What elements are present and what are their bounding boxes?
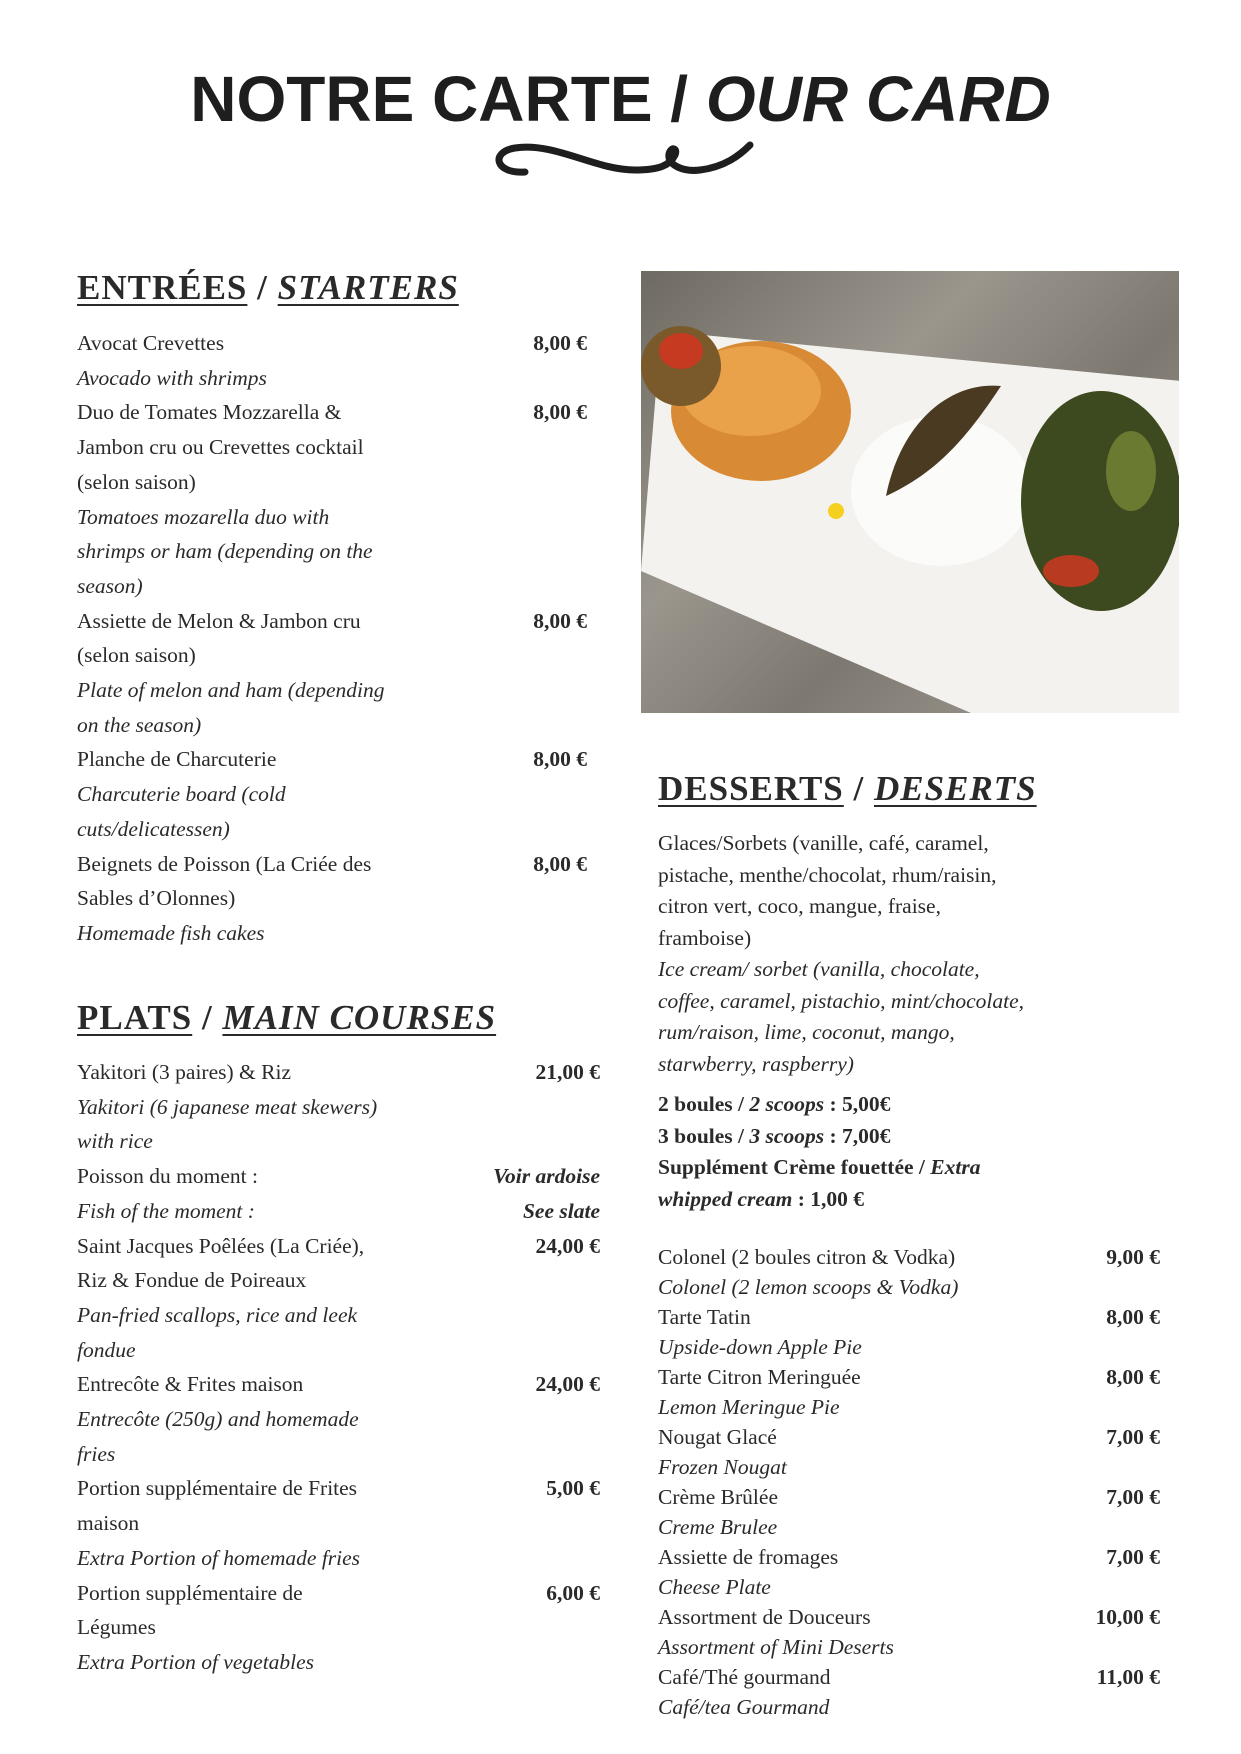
item-description: Charcuterie board (cold cuts/delicatessen) [77, 782, 286, 841]
ice-cream-fr: Glaces/Sorbets (vanille, café, caramel, pistache, menthe/chocolat, rhum/raisin, citron vert, coco, mangue, fraise, framboise) [658, 831, 997, 950]
starters-en: STARTERS [277, 268, 459, 307]
page-title [0, 62, 1241, 136]
sep: / [192, 998, 223, 1037]
menu-item [658, 1422, 1160, 1482]
extra-fr: Supplément Crème fouettée / [658, 1155, 931, 1179]
item-name: Beignets de Poisson (La Criée des Sables d’Olonnes) [77, 851, 372, 911]
item-description: Lemon Meringue Pie [658, 1395, 840, 1419]
food-photo-image [641, 271, 1179, 713]
item-description: Tomatoes mozarella duo with shrimps or ham (depending on the season) [77, 504, 373, 598]
item-name: Nougat Glacé [658, 1425, 777, 1449]
item-price: 11,00 € [1096, 1665, 1160, 1689]
item-description: Upside-down Apple Pie [658, 1335, 862, 1359]
item-name: Assiette de Melon & Jambon cru (selon saison) [77, 608, 361, 668]
sep: / [247, 268, 278, 307]
item-description: Colonel (2 lemon scoops & Vodka) [658, 1275, 959, 1299]
ice-cream-en: Ice cream/ sorbet (vanilla, chocolate, coffee, caramel, pistachio, mint/chocolate, rum/raison, lime, coconut, mango, starwberry, raspberry) [658, 957, 1025, 1076]
scoops-price: : 5,00€ [824, 1092, 891, 1116]
item-name: Poisson du moment : [77, 1164, 258, 1189]
scoops-fr: 2 boules / [658, 1092, 750, 1116]
item-description: Café/tea Gourmand [658, 1695, 830, 1719]
flourish-ornament-icon [485, 140, 760, 185]
title-fr: NOTRE CARTE / [190, 63, 689, 135]
item-name: Planche de Charcuterie [77, 747, 277, 772]
item-price: 8,00 € [533, 747, 587, 772]
menu-item [77, 1159, 600, 1228]
desserts-heading [658, 769, 1037, 809]
item-price: 7,00 € [1106, 1425, 1160, 1449]
item-price: 8,00 € [1106, 1365, 1160, 1389]
item-name: Avocat Crevettes [77, 331, 225, 355]
item-price: 8,00 € [533, 331, 587, 355]
scoops-price: : 7,00€ [824, 1123, 891, 1148]
mains-fr: PLATS [77, 998, 193, 1037]
menu-item [77, 326, 587, 395]
item-price: 7,00 € [1106, 1485, 1160, 1509]
starters-list [77, 326, 587, 951]
item-description: Extra Portion of vegetables [77, 1649, 315, 1674]
menu-item [77, 604, 587, 743]
extra-cream-row [658, 1152, 1088, 1215]
item-price: 24,00 € [535, 1233, 600, 1258]
menu-item [77, 742, 587, 846]
item-price: 6,00 € [546, 1580, 600, 1605]
extra-en: Extra whipped cream [658, 1155, 981, 1211]
item-name: Portion supplémentaire de Légumes [77, 1580, 303, 1640]
menu-item [77, 1055, 600, 1159]
item-name: Assiette de fromages [658, 1545, 839, 1569]
item-description: Creme Brulee [658, 1515, 778, 1539]
mains-list [77, 1055, 600, 1680]
item-name: Tarte Tatin [658, 1305, 751, 1329]
scoops-fr: 3 boules / [658, 1123, 750, 1148]
item-price: 10,00 € [1095, 1605, 1160, 1629]
ice-cream-block [658, 828, 1088, 1080]
starters-fr: ENTRÉES [77, 268, 248, 307]
item-name: Duo de Tomates Mozzarella & Jambon cru ou Crevettes cocktail (selon saison) [77, 400, 364, 494]
menu-item [658, 1302, 1160, 1362]
menu-item [658, 1482, 1160, 1542]
item-name: Assortment de Douceurs [658, 1605, 871, 1629]
item-name: Café/Thé gourmand [658, 1665, 831, 1689]
desserts-list [658, 1242, 1160, 1722]
item-description: Fish of the moment : [77, 1198, 255, 1223]
item-price: Voir ardoise See slate [493, 1164, 600, 1223]
scoops-prices [658, 1089, 1088, 1215]
item-name: Tarte Citron Meringuée [658, 1365, 861, 1389]
item-price: 5,00 € [546, 1476, 600, 1501]
menu-item [77, 847, 587, 951]
scoops-en: 3 scoops [749, 1123, 825, 1148]
item-description: Extra Portion of homemade fries [77, 1545, 361, 1570]
item-price: 8,00 € [533, 851, 587, 876]
desserts-fr: DESSERTS [658, 769, 844, 808]
desserts-en: DESERTS [874, 769, 1037, 808]
item-description: Plate of melon and ham (depending on the season) [77, 678, 385, 737]
menu-item [77, 1367, 600, 1471]
menu-item [658, 1542, 1160, 1602]
item-price: 8,00 € [533, 608, 587, 633]
item-name: Crème Brûlée [658, 1485, 778, 1509]
scoops-row [658, 1089, 1088, 1121]
starters-heading [77, 268, 459, 308]
item-name: Saint Jacques Poêlées (La Criée), Riz & Fondue de Poireaux [77, 1233, 365, 1293]
menu-item [77, 1576, 600, 1680]
scoops-en: 2 scoops [749, 1092, 825, 1116]
sep: / [843, 769, 874, 808]
item-price: 7,00 € [1106, 1545, 1160, 1569]
item-name: Colonel (2 boules citron & Vodka) [658, 1245, 956, 1269]
item-description: Pan-fried scallops, rice and leek fondue [77, 1302, 358, 1362]
mains-heading [77, 998, 496, 1038]
item-price: 21,00 € [535, 1060, 600, 1084]
item-description: Frozen Nougat [658, 1455, 787, 1479]
item-price: 8,00 € [1106, 1305, 1160, 1329]
item-description: Homemade fish cakes [77, 920, 265, 945]
item-description: Cheese Plate [658, 1575, 771, 1599]
menu-item [658, 1662, 1160, 1722]
item-price: 8,00 € [533, 400, 587, 425]
item-price: 9,00 € [1106, 1245, 1160, 1269]
menu-item [658, 1602, 1160, 1662]
item-name: Entrecôte & Frites maison [77, 1372, 304, 1397]
menu-item [77, 1229, 600, 1368]
title-en: OUR CARD [705, 63, 1051, 135]
item-name: Portion supplémentaire de Frites maison [77, 1476, 358, 1536]
menu-item [658, 1362, 1160, 1422]
food-photo [641, 271, 1179, 713]
scoops-row [658, 1121, 1088, 1153]
item-price: 24,00 € [535, 1372, 600, 1397]
item-description: Entrecôte (250g) and homemade fries [77, 1407, 359, 1466]
menu-item [77, 1471, 600, 1575]
item-name: Yakitori (3 paires) & Riz [77, 1060, 291, 1084]
menu-item [77, 395, 587, 603]
item-description: Avocado with shrimps [77, 365, 267, 390]
item-description: Yakitori (6 japanese meat skewers) with rice [77, 1094, 378, 1154]
menu-item [658, 1242, 1160, 1302]
item-description: Assortment of Mini Deserts [658, 1635, 894, 1659]
mains-en: MAIN COURSES [222, 998, 497, 1037]
extra-price: : 1,00 € [792, 1186, 865, 1211]
